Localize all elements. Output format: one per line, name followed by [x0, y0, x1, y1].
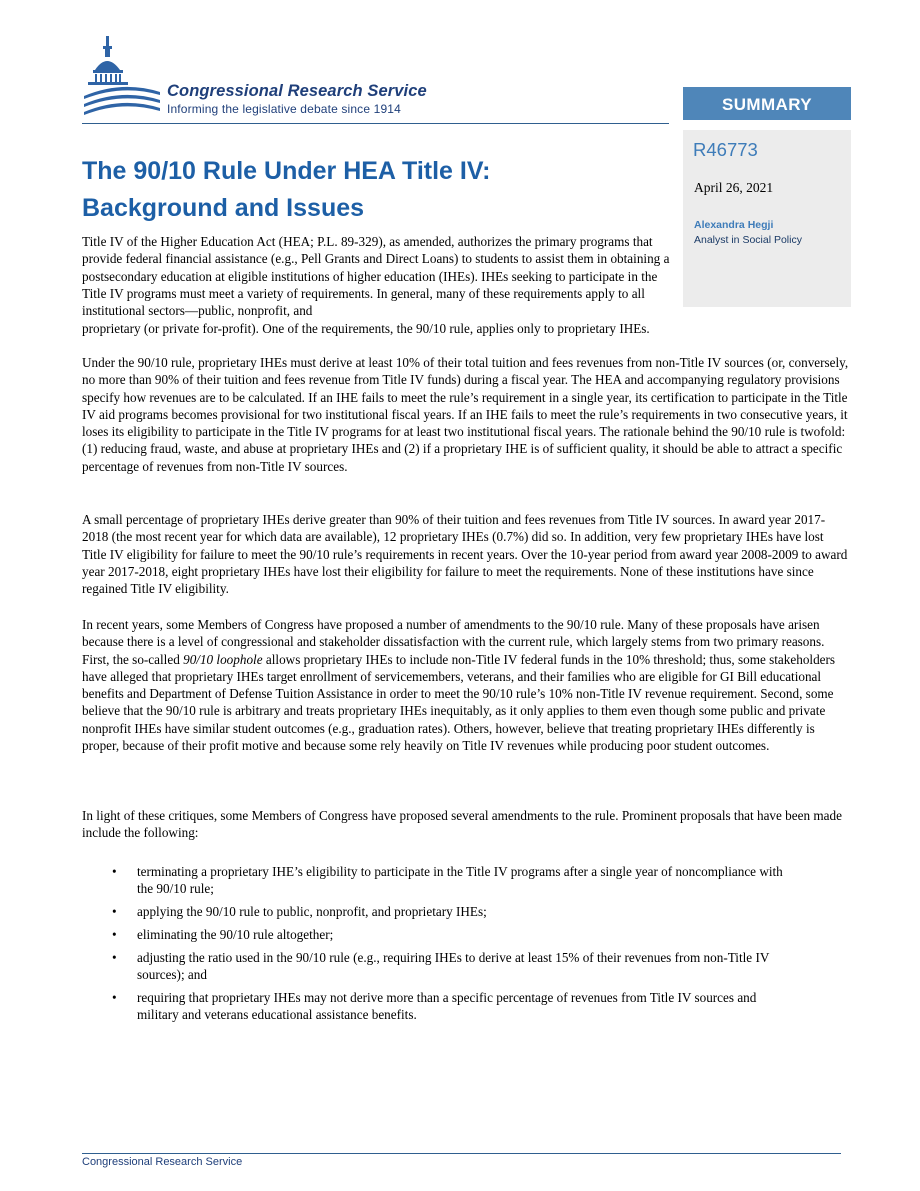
paragraph-2: Under the 90/10 rule, proprietary IHEs must derive at least 10% of their total tuition and fees revenues from non-Title IV sources (or, conversely, no more than 90% of their tuition and fees revenue from Title IV funds) during a fiscal year. The HEA and accompanying regulatory provisions specify how revenues are to be calculated. If an IHE fails to meet the rule’s requirement in a single year, its certification to participate in the Title IV aid programs becomes provisional for two institutional fiscal years. If an IHE fails to meet the rule’s requirements in two consecutive years, it loses its eligibility to participate in the Title IV programs for at least two institutional fiscal years. The rationale behind the 90/10 rule is twofold: (1) reducing fraud, waste, and abuse at proprietary IHEs and (2) if a proprietary IHE is of sufficient quality, it should be able to attract a specific percentage of revenues from non-Title IV sources. [82, 355, 849, 474]
title-line-2: Background and Issues [82, 194, 365, 222]
org-tagline: Informing the legislative debate since 1914 [167, 102, 401, 116]
footer-org-name: Congressional Research Service [82, 1156, 243, 1168]
paragraph-1: Title IV of the Higher Education Act (HEA; P.L. 89-329), as amended, authorizes the primary programs that provide federal financial assistance (e.g., Pell Grants and Direct Loans) to students to assist them in obtaining a postsecondary education at eligible institutions of higher education (IHEs). IHEs seeking to participate in the Title IV programs must meet a variety of requirements. In general, many of these requirements apply to all institutional sectors—public, nonprofit, and [82, 234, 670, 318]
list-item [82, 989, 787, 1024]
capitol-dome-logo-icon [82, 36, 162, 120]
list-item-text: requiring that proprietary IHEs may not derive more than a specific percentage of revenues from Title IV sources and military and veterans educational assistance benefits. [137, 989, 757, 1022]
author-name: Alexandra Hegji [694, 219, 774, 231]
paragraph-4-start: In recent years, some Members of Congress have proposed a number of amendments to the 90/10 rule. Many of these proposals have arisen because there is a level of congressional and stakeholder dissatisfaction with the current rule, which largely stems from two primary reasons. First, the so-called [82, 617, 825, 667]
header-divider [82, 123, 669, 124]
paragraph-5: In light of these critiques, some Members of Congress have proposed several amendments to the rule. Prominent proposals that have been made include the following: [82, 808, 842, 841]
summary-label: SUMMARY [683, 87, 851, 120]
proposals-list [82, 863, 850, 1029]
bullet-icon: • [112, 904, 117, 919]
bullet-icon: • [112, 926, 117, 942]
list-item-text: adjusting the ratio used in the 90/10 rule (e.g., requiring IHEs to derive at least 15% of their revenues from non-Title IV sources); and [137, 949, 770, 982]
report-date: April 26, 2021 [694, 180, 774, 195]
list-item-text: eliminating the 90/10 rule altogether; [137, 926, 334, 942]
org-name: Congressional Research Service [167, 82, 427, 100]
paragraph-1-tail: proprietary (or private for-profit). One of the requirements, the 90/10 rule, applies only to proprietary IHEs. [82, 321, 650, 336]
paragraph-4-end: allows proprietary IHEs to include non-Title IV federal funds in the 10% threshold; thus, some stakeholders have alleged that proprietary IHEs target enrollment of servicemembers, veterans, and their families who are eligible for GI Bill educational benefits and Department of Defense Tuition Assistance in order to meet the 90/10 rule’s 10% non-Title IV revenue requirement. Second, some believe that the 90/10 rule is arbitrary and treats proprietary IHEs inequitably, as it only applies to them even though some public and private nonprofit IHEs have similar student outcomes (e.g., graduation rates). Others, however, believe that treating proprietary IHEs differently is proper, because of their profit motive and because some rely heavily on Title IV revenues while producing poor student outcomes. [82, 651, 836, 753]
paragraph-3: A small percentage of proprietary IHEs derive greater than 90% of their tuition and fees revenues from Title IV sources. In award year 2017-2018 (the most recent year for which data are available), 12 proprietary IHEs (0.7%) did so. In addition, very few proprietary IHEs have lost Title IV eligibility for failure to meet the 90/10 rule’s requirements in recent years. Over the 10-year period from award year 2008-2009 to award year 2017-2018, eight proprietary IHEs have lost their eligibility for failure to meet the requirements. None of these institutions have since regained Title IV eligibility. [82, 512, 848, 596]
paragraph-4 [82, 616, 850, 754]
title-line-1: The 90/10 Rule Under HEA Title IV: [82, 157, 491, 185]
list-item [82, 926, 787, 943]
bullet-icon: • [112, 864, 117, 879]
list-item [82, 903, 787, 920]
list-item [82, 863, 787, 898]
list-item-text: applying the 90/10 rule to public, nonprofit, and proprietary IHEs; [137, 904, 487, 919]
footer-divider [82, 1153, 841, 1154]
author-title: Analyst in Social Policy [694, 234, 802, 246]
bullet-icon: • [112, 949, 117, 965]
report-number: R46773 [693, 139, 758, 160]
list-item [82, 949, 787, 984]
list-item-text: terminating a proprietary IHE’s eligibility to participate in the Title IV programs after a single year of noncompliance with the 90/10 rule; [137, 864, 783, 897]
loophole-term: 90/10 loophole [183, 651, 263, 667]
page-title [82, 153, 662, 227]
bullet-icon: • [112, 989, 117, 1005]
